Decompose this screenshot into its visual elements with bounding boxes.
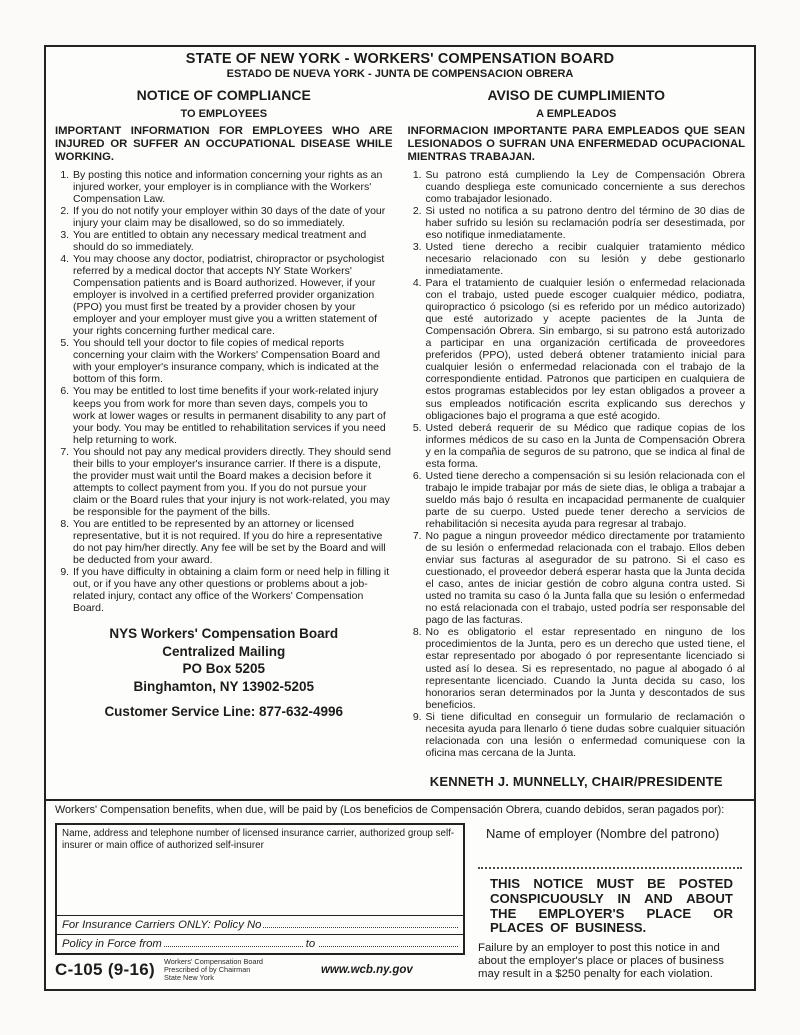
penalty-warning: Failure by an employer to post this notice in and about the employer's place or places of business may result in a $250 penalty for each violation. — [478, 942, 724, 980]
customer-service-line: Customer Service Line: 877-632-4996 — [104, 704, 344, 720]
to-employees-subheading: TO EMPLOYEES — [180, 108, 268, 120]
aviso-de-cumplimiento-heading: AVISO DE CUMPLIMIENTO — [487, 87, 666, 103]
board-address — [55, 625, 393, 695]
posting-requirement-notice: THIS NOTICE MUST BE POSTED CONSPICUOUSLY IN AND ABOUT THE EMPLOYER'S PLACE OR PLACES OF BUSINESS. — [490, 876, 733, 936]
insurance-carrier-box — [55, 823, 465, 955]
notice-form — [44, 45, 756, 991]
carrier-box-label: Name, address and telephone number of licensed insurance carrier, authorized group self-insurer or main office of authorized self-insurer — [62, 828, 455, 851]
employer-name-blank — [478, 867, 742, 869]
payment-section — [46, 799, 754, 989]
notice-of-compliance-heading: NOTICE OF COMPLIANCE — [136, 87, 311, 103]
spanish-item-1: 1. Su patrono está cumpliendo la Ley de Compensación Obrera cuando despliega este comunicado concerniente a sus derechos como trabajador lesionado. — [425, 169, 746, 205]
english-item-9: 9. If you have difficulty in obtaining a claim form or need help in filling it out, or if you have any other questions or problems about a job-related injury, contact any office of the Workers' Compensation Board. — [72, 566, 393, 614]
benefits-paid-by-line: Workers' Compensation benefits, when due, will be paid by (Los beneficios de Compensación Obrera, cuando debidos, seran pagados por): — [55, 804, 725, 816]
english-item-5: 5. You should tell your doctor to file copies of medical reports concerning your claim with the Workers' Compensation Board and with your employer's insurance company, which is indicated at the bottom of this form. — [72, 337, 393, 385]
spanish-item-4: 4. Para el tratamiento de cualquier lesión o enfermedad relacionada con el trabajo, usted puede escoger cualquier médico, podiatra, quiropractico ó psicologo (si es referido por un médico autorizado) que esté autorizado y acepte pacientes de la Junta de Compensación Obrera. Sin embargo, si su patrono está autorizado a participar en una organización certificada de proveedores preferidos (PPO), usted deberá obtener tratamiento inicial para cualquier lesión o enfermedad relacionada con el trabajo de la correspondiente entidad. Patronos que participen en cualquiera de estos programas establecidos por ley estan obligados a proveer a sus empleados notificación escrita explicando sus derechos y obligaciones bajo el programa a que esté acogido. — [425, 277, 746, 422]
policy-in-force-label: Policy in Force from — [62, 938, 162, 950]
form-footer — [53, 955, 465, 983]
english-item-1: 1. By posting this notice and information concerning your rights as an injured worker, your employer is in compliance with the Workers' Compensation Law. — [72, 169, 393, 205]
payment-columns — [53, 823, 747, 983]
address-line-1: NYS Workers' Compensation Board — [109, 626, 339, 642]
form-number: C-105 (9-16) — [55, 960, 155, 980]
policy-to-label: to — [305, 938, 316, 950]
spanish-intro: INFORMACION IMPORTANTE PARA EMPLEADOS QUE SEAN LESIONADOS O SUFRAN UNA ENFERMEDAD OCUPACIONAL MIENTRAS TRABAJAN. — [407, 125, 745, 164]
policy-from-blank — [164, 946, 303, 947]
prescribed-line-1: Workers' Compensation Board — [163, 957, 263, 966]
english-notice-list — [55, 169, 393, 615]
spanish-item-5: 5. Usted deberá requerir de su Médico que radique copias de los informes médicos de su caso en la Junta de Compensación Obrera y en la compañia de seguros de su patrono, que se indica al final de esta forma. — [425, 422, 746, 470]
prescribed-line-2: Prescribed of by Chairman — [163, 965, 251, 975]
english-item-2: 2. If you do not notify your employer within 30 days of the date of your injury your claim may be disallowed, so do so immediately. — [72, 205, 393, 229]
policy-number-label: For Insurance Carriers ONLY: Policy No — [62, 919, 262, 931]
policy-to-blank — [319, 946, 458, 947]
address-line-3: PO Box 5205 — [182, 661, 266, 677]
spanish-item-9: 9. Si tiene dificultad en conseguir un formulario de reclamación o necesita ayuda para llenarlo ó tiene dudas sobre cualquier situación relacionada con una lesión o enfermedad comuniquese con la oficina mas cercana de la Junta. — [425, 711, 746, 759]
prescribed-line-3: State New York — [163, 973, 214, 983]
spanish-item-7: 7. No pague a ningun proveedor médico directamente por tratamiento de su lesión o enfermedad relacionada con el trabajo. Ellos deben enviar sus facturas al asegurador de su patrono. Si el caso es cuestionado, el proveedor deberá esperar hasta que la Junta decida el caso, antes de iniciar gestión de cobro alguna contra usted. Si usted no tramita su caso ó la Junta falla que su lesión o enfermedad no está relacionada con el trabajo, usted podría ser responsable del pago de las facturas. — [425, 530, 746, 626]
address-line-4: Binghamton, NY 13902-5205 — [133, 678, 315, 694]
address-line-2: Centralized Mailing — [162, 643, 286, 659]
board-website: www.wcb.ny.gov — [320, 964, 413, 977]
spanish-notice-list — [408, 169, 746, 759]
carrier-fill-in-area — [57, 852, 463, 915]
english-item-7: 7. You should not pay any medical providers directly. They should send their bills to your employer's insurance carrier. If there is a dispute, the provider must wait until the Board makes a decision before it attempts to collect payment from you. If you do not pursue your claim or the Board rules that your injury is not work-related, you may be responsible for the payment of the bills. — [72, 446, 393, 518]
carrier-and-footer — [53, 823, 465, 983]
form-title-english: STATE OF NEW YORK - WORKERS' COMPENSATION BOARD — [185, 51, 615, 67]
form-header — [46, 47, 754, 83]
employer-name-label: Name of employer (Nombre del patrono) — [486, 826, 720, 841]
english-item-4: 4. You may choose any doctor, podiatrist, chiropractor or psychologist referred by a medical doctor that accepts NY State Workers' Compensation patients and is Board authorized. However, if your employer is involved in a certified preferred provider organization (PPO) you must first be treated by a provider chosen by your employer and your employer must give you a written statement of your rights concerning further medical care. — [72, 253, 393, 337]
policy-number-row — [57, 915, 463, 934]
notice-columns — [46, 83, 754, 799]
policy-number-blank — [263, 927, 458, 928]
english-item-8: 8. You are entitled to be represented by an attorney or licensed representative, but it is not required. If you do hire a representative do not pay him/her directly. Any fee will be set by the Board and will be deducted from your award. — [72, 518, 393, 566]
spanish-item-2: 2. Si usted no notifica a su patrono dentro del término de 30 dias de haber sufrido su lesión su reclamación podría ser desestimada, por eso notifique inmediatamente. — [425, 205, 746, 241]
spanish-item-6: 6. Usted tiene derecho a compensación si su lesión relacionada con el trabajo le impide trabajar por más de siete dias, le obliga a trabajar a sueldo más bajo ó resulta en incapacidad permanente de cualquier parte de su cuerpo. Usted puede tener derecho a servicios de rehabilitación si necesita ayuda para regresar al trabajo. — [425, 470, 746, 530]
english-item-6: 6. You may be entitled to lost time benefits if your work-related injury keeps you from work for more than seven days, compels you to work at lower wages or results in permanent disability to any part of your body. You may be entitled to rehabilitation services if you need help returning to work. — [72, 385, 393, 445]
chair-signature: KENNETH J. MUNNELLY, CHAIR/PRESIDENTE — [429, 773, 723, 789]
spanish-item-8: 8. No es obligatorio el estar representado en ninguno de los procedimientos de la Junta, pero es un derecho que usted tiene, el estar representado por abogado ó por representante licenciado si usted así lo desea. Si es representado, no pague al abogado ó al representante licenciado. Cuando la Junta decida su caso, los honorarios seran determinados por la Junta y descontados de sus beneficios. — [425, 626, 746, 710]
english-intro: IMPORTANT INFORMATION FOR EMPLOYEES WHO ARE INJURED OR SUFFER AN OCCUPATIONAL DISEASE WHILE WORKING. — [55, 125, 393, 164]
english-column — [55, 83, 393, 799]
spanish-column — [408, 83, 746, 799]
policy-in-force-row — [57, 934, 463, 953]
employer-section — [465, 823, 747, 983]
a-empleados-subheading: A EMPLEADOS — [536, 108, 617, 120]
english-item-3: 3. You are entitled to obtain any necessary medical treatment and should do so immediately. — [72, 229, 393, 253]
form-title-spanish: ESTADO DE NUEVA YORK - JUNTA DE COMPENSACION OBRERA — [226, 68, 574, 80]
prescribed-by-block — [164, 958, 263, 983]
spanish-item-3: 3. Usted tiene derecho a recibir cualquier tratamiento médico necesario relacionado con su lesión y debe gestionarlo inmediatamente. — [425, 241, 746, 277]
